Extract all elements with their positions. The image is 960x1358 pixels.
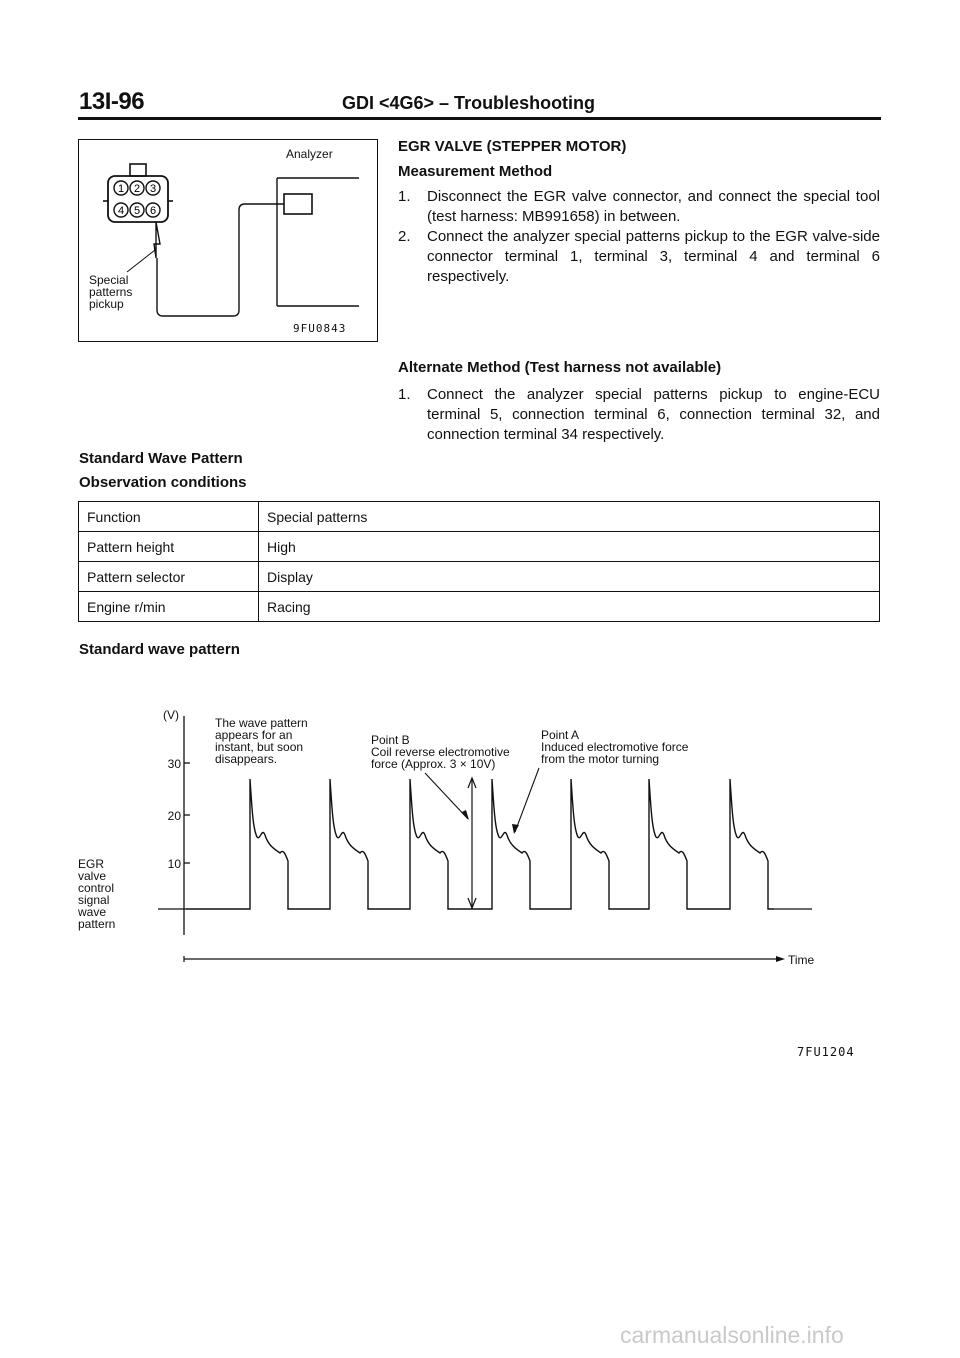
signal-label-line: EGR [78,857,105,871]
table-cell-label: Function [79,502,259,532]
point-a-line: Point A [541,728,580,742]
pickup-label-line-3: pickup [89,297,124,311]
table-cell-label: Pattern selector [79,562,259,592]
time-label: Time [788,953,815,967]
page-number: 13I-96 [79,88,145,115]
analyzer-label: Analyzer [286,147,333,161]
table-cell-value: High [259,532,880,562]
pickup-label-line-2: patterns [89,285,133,299]
step-text: Connect the analyzer special patterns pickup to engine-ECU terminal 5, connection terminal 6, connection terminal 32, and connection terminal 34 respectively. [427,386,880,443]
diagram-code: 7FU1204 [797,1045,855,1059]
measurement-heading: Measurement Method [398,163,553,180]
alternate-steps [398,385,880,445]
table-row [79,502,880,532]
point-b-line: Coil reverse electromotive [371,745,510,759]
pickup-label-line-1: Special [89,273,129,287]
observation-heading: Observation conditions [79,474,247,491]
pin-4: 4 [117,205,125,217]
connection-figure [78,139,378,342]
measurement-step [398,187,880,227]
figure-code: 9FU0843 [293,322,347,335]
page-title: GDI <4G6> – Troubleshooting [342,93,596,113]
step-number: 1. [398,386,411,403]
point-a-text [541,728,689,766]
pulse-group [186,779,774,909]
point-a-line: Induced electromotive force [541,740,689,754]
point-a-leader-arrow-icon [512,824,519,834]
step-number: 1. [398,188,411,205]
wave-signal-line [186,779,774,909]
signal-label-line: valve [78,869,107,883]
table-cell-label: Engine r/min [79,592,259,622]
table-row [79,562,880,592]
pin-3: 3 [149,183,157,195]
point-b-leader-arrow-icon [462,810,469,820]
point-b-line: force (Approx. 3 × 10V) [371,757,496,771]
measurement-steps [398,187,880,287]
table-cell-value: Special patterns [259,502,880,532]
table-cell-label: Pattern height [79,532,259,562]
signal-label-line: signal [78,893,110,907]
probe-tip-icon [154,222,160,258]
y-tick-label-10: 10 [167,857,181,871]
wave-heading: Standard wave pattern [79,641,240,658]
point-b-text [371,733,510,771]
section-title: EGR VALVE (STEPPER MOTOR) [398,138,627,155]
measurement-step [398,227,880,287]
alternate-step [398,385,880,445]
note-line: disappears. [215,752,278,766]
y-tick-label-20: 20 [167,809,181,823]
step-text: Connect the analyzer special patterns pickup to the EGR valve-side connector terminal 1, terminal 3, terminal 4 and terminal 6 respectively. [427,228,880,285]
header-rule [78,117,881,120]
point-a-line: from the motor turning [541,752,660,766]
standard-wave-heading: Standard Wave Pattern [79,450,243,467]
pin-6: 6 [149,205,157,217]
watermark: carmanualsonline.info [620,1322,844,1348]
step-text: Disconnect the EGR valve connector, and connect the special tool (test harness: MB991658) in between. [427,188,880,225]
note-line: The wave pattern [215,716,308,730]
note-line: instant, but soon [215,740,304,754]
point-a-leader [515,768,539,832]
table-row [79,592,880,622]
signal-label-line: wave [78,905,107,919]
analyzer-socket-icon [284,194,312,214]
signal-label-line: control [78,881,115,895]
alternate-heading: Alternate Method (Test harness not available) [398,359,722,376]
connection-diagram [79,140,379,343]
signal-label-line: pattern [78,917,116,931]
point-b-leader [425,773,468,819]
time-arrow-icon [776,956,785,962]
pin-1: 1 [117,183,125,195]
table-cell-value: Display [259,562,880,592]
signal-label [77,857,115,931]
y-unit-label: (V) [163,708,179,722]
table-cell-value: Racing [259,592,880,622]
step-number: 2. [398,228,411,245]
table-row [79,532,880,562]
y-tick-label-30: 30 [167,757,181,771]
note-line: appears for an [215,728,293,742]
waveform-diagram [0,690,960,980]
pin-2: 2 [133,183,141,195]
observation-table [78,501,880,622]
connector-latch-icon [130,164,146,176]
pin-5: 5 [133,205,141,217]
pickup-cable [157,204,284,316]
point-b-line: Point B [371,733,410,747]
note-text [215,716,308,766]
